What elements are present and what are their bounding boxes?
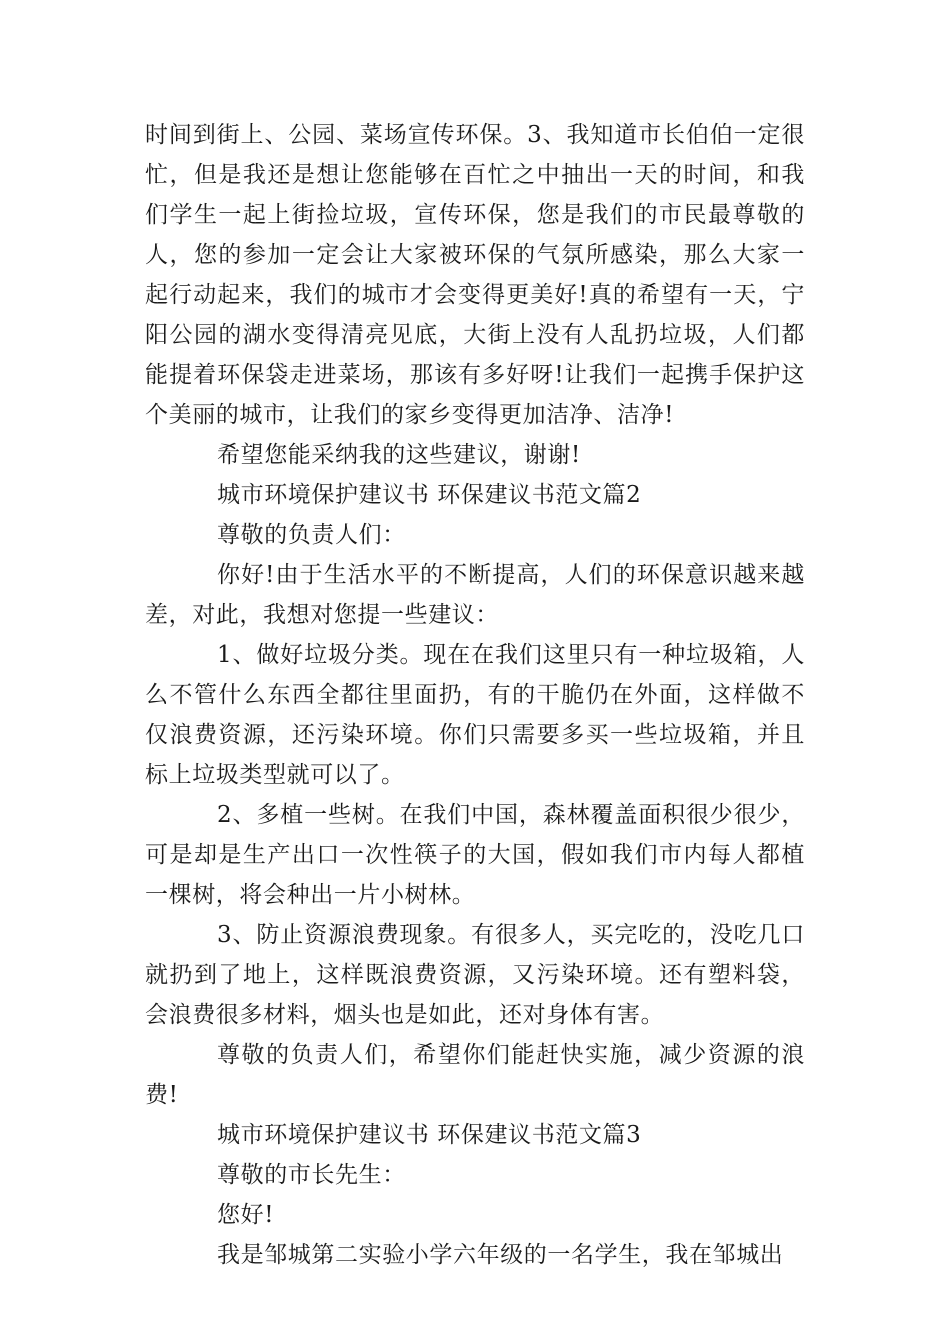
paragraph-intro-3: 我是邹城第二实验小学六年级的一名学生，我在邹城出	[217, 1242, 784, 1268]
salutation-3: 尊敬的市长先生：	[217, 1162, 406, 1188]
paragraph-continued: 时间到街上、公园、菜场宣传环保。3、我知道市长伯伯一定很忙，但是我还是想让您能够在百忙之中抽出一天的时间，和我们学生一起上街捡垃圾，宣传环保，您是我们的市民最尊敬的人，您的参加一定会让大家被环保的气氛所感染，那么大家一起行动起来，我们的城市才会变得更美好!真的希望有一天，宁阳公园的湖水变得清亮见底，大街上没有人乱扔垃圾，人们都能提着环保袋走进菜场，那该有多好呀!让我们一起携手保护这个美丽的城市，让我们的家乡变得更加洁净、洁净!	[145, 122, 805, 428]
section-heading-3: 城市环境保护建议书 环保建议书范文篇3	[217, 1122, 642, 1148]
salutation-2: 尊敬的负责人们：	[217, 522, 406, 548]
paragraph-intro-2: 你好!由于生活水平的不断提高，人们的环保意识越来越差，对此，我想对您提一些建议：	[145, 562, 805, 628]
section-heading-2: 城市环境保护建议书 环保建议书范文篇2	[217, 482, 642, 508]
document-body	[145, 115, 805, 1275]
paragraph-suggestion-1: 1、做好垃圾分类。现在在我们这里只有一种垃圾箱，人么不管什么东西全都往里面扔，有的干脆仍在外面，这样做不仅浪费资源，还污染环境。你们只需要多买一些垃圾箱，并且标上垃圾类型就可以了。	[145, 642, 805, 788]
paragraph-suggestion-2: 2、多植一些树。在我们中国，森林覆盖面积很少很少，可是却是生产出口一次性筷子的大国，假如我们市内每人都植一棵树，将会种出一片小树林。	[145, 802, 805, 908]
paragraph-thanks: 希望您能采纳我的这些建议，谢谢!	[217, 442, 581, 468]
paragraph-closing-2: 尊敬的负责人们，希望你们能赶快实施，减少资源的浪费!	[145, 1042, 805, 1108]
paragraph-suggestion-3: 3、防止资源浪费现象。有很多人，买完吃的，没吃几口就扔到了地上，这样既浪费资源，又污染环境。还有塑料袋，会浪费很多材料，烟头也是如此，还对身体有害。	[145, 922, 805, 1028]
greeting-3: 您好!	[217, 1202, 275, 1228]
